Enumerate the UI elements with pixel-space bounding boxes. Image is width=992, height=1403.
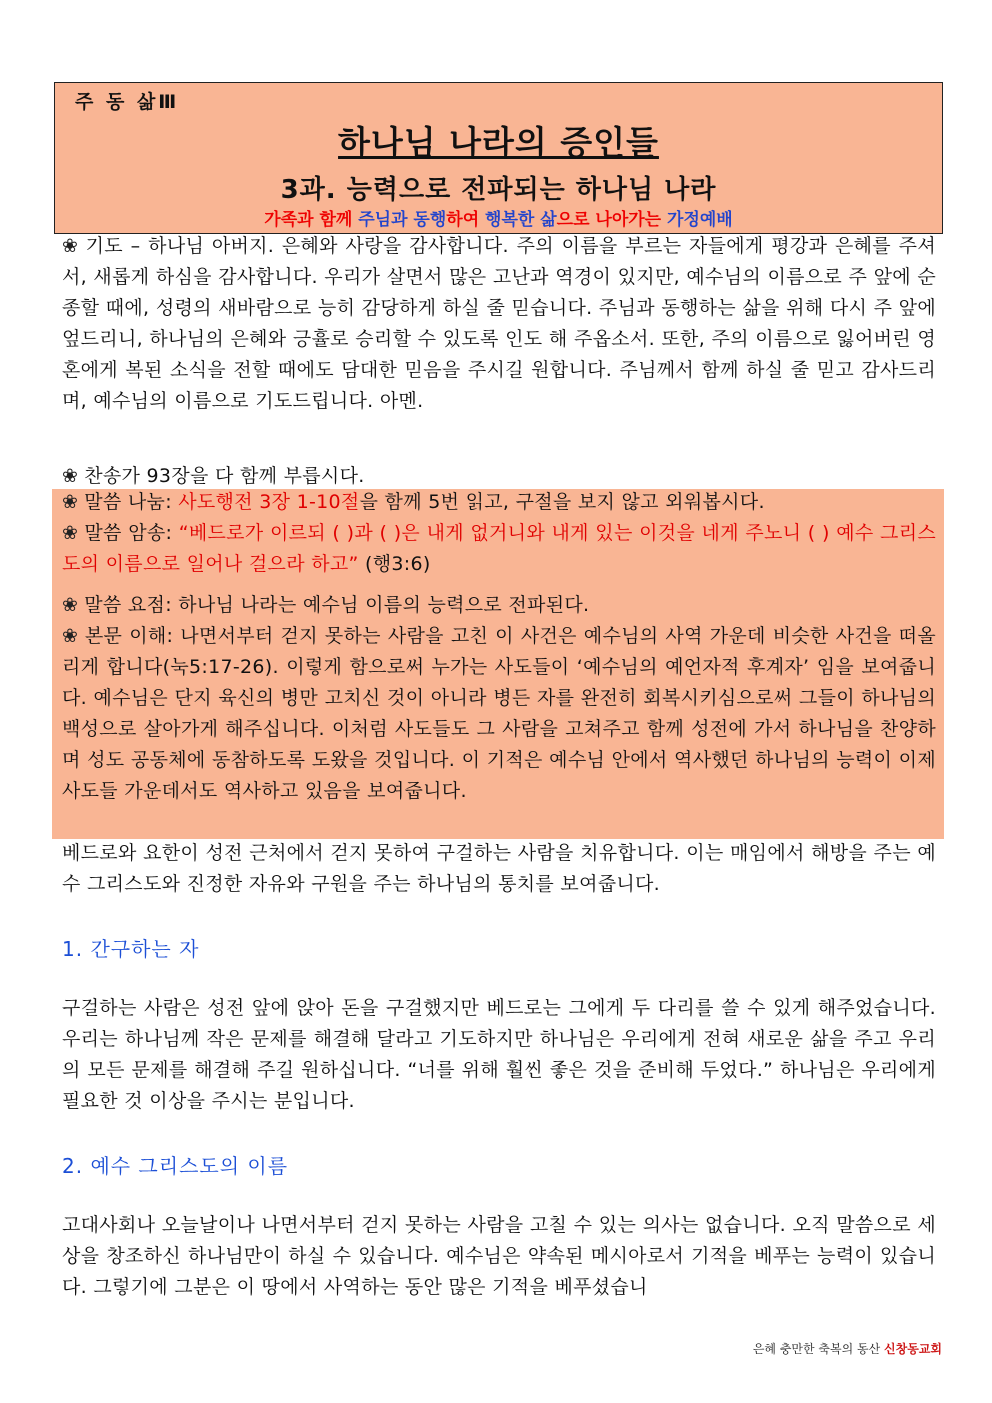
lesson-title: 3과. 능력으로 전파되는 하나님 나라: [280, 175, 717, 205]
page-title: 하나님 나라의 증인들: [338, 123, 659, 162]
intro-paragraph: 베드로와 요한이 성전 근처에서 걷지 못하여 구걸하는 사람을 치유합니다. 이는 매임에서 해방을 주는 예수 그리스도와 진정한 자유와 구원을 주는 하나님의 통치를 보여줍니다.: [62, 842, 936, 895]
body-paragraph-2: 고대사회나 오늘날이나 나면서부터 걷지 못하는 사람을 고칠 수 있는 의사는 없습니다. 오직 말씀으로 세상을 창조하신 하나님만이 하실 수 있습니다. 예수님은 약속된 메시아로서 기적을 베푸는 능력이 있습니다. 그렇기에 그분은 이 땅에서 사역하는 동안 많은 기적을 베푸셨습니: [62, 1214, 936, 1298]
tagline-part: 가정예배: [667, 210, 733, 230]
summary-text: 말씀 요점: 하나님 나라는 예수님 이름의 능력으로 전파된다.: [84, 594, 590, 616]
reading-line: [62, 487, 936, 518]
tagline-part: 하여: [446, 210, 486, 230]
reading-reference: 사도행전 3장 1-10절: [178, 491, 360, 513]
prayer-text: 기도 – 하나님 아버지. 은혜와 사랑을 감사합니다. 주의 이름을 부르는 자들에게 평강과 은혜를 주셔서, 새롭게 하심을 감사합니다. 우리가 살면서 많은 고난과 역경이 있지만, 예수님의 이름으로 주 앞에 순종할 때에, 성령의 새바람으로 능히 감당하게 하실 줄 믿습니다. 주님과 동행하는 삶을 위해 다시 주 앞에 엎드리니, 하나님의 은혜와 긍휼로 승리할 수 있도록 인도 해 주옵소서. 또한, 주의 이름으로 잃어버린 영혼에게 복된 소식을 전할 때에도 담대한 믿음을 주시길 원합니다. 주님께서 함께 하실 줄 믿고 감사드리며, 예수님의 이름으로 기도드립니다. 아멘.: [62, 235, 936, 412]
memory-reference: (행3:6): [365, 553, 431, 575]
tagline-part: 가족과 함께: [264, 210, 359, 230]
tagline-part: 행복한 삶: [485, 210, 557, 230]
tagline-part: 주님과 동행: [358, 210, 447, 230]
flower-icon: ❀: [62, 491, 79, 513]
flower-icon: ❀: [62, 522, 79, 544]
understanding-paragraph: [62, 621, 936, 807]
hymn-text: 찬송가 93장을 다 함께 부릅시다.: [84, 465, 365, 487]
body-paragraph-1: 구걸하는 사람은 성전 앞에 앉아 돈을 구걸했지만 베드로는 그에게 두 다리를 쓸 수 있게 해주었습니다. 우리는 하나님께 작은 문제를 해결해 달라고 기도하지만 하나님은 우리에게 전혀 새로운 삶을 주고 우리의 모든 문제를 해결해 주길 원하십니다. “너를 위해 훨씬 좋은 것을 준비해 두었다.” 하나님은 우리에게 필요한 것 이상을 주시는 분입니다.: [62, 997, 936, 1112]
title-box: [54, 82, 943, 234]
section-heading-1: 1. 간구하는 자: [62, 937, 200, 961]
tagline: [55, 205, 942, 230]
reading-prefix: 말씀 나눔:: [84, 491, 179, 513]
section-heading-2: 2. 예수 그리스도의 이름: [62, 1154, 289, 1178]
memory-verse: “베드로가 이르되 ( )과 ( )은 내게 없거니와 내게 있는 이것을 네게 주노니 ( ) 예수 그리스도의 이름으로 일어나 걸으라 하고”: [62, 522, 936, 575]
flower-icon: ❀: [62, 594, 79, 616]
footer: [753, 1340, 942, 1357]
memory-prefix: 말씀 암송:: [84, 522, 179, 544]
tagline-part: 으로 나아가는: [556, 210, 668, 230]
church-name: 신창동교회: [884, 1342, 942, 1356]
flower-icon: ❀: [62, 235, 80, 257]
footer-motto: 은혜 충만한 축복의 동산: [752, 1342, 885, 1356]
flower-icon: ❀: [62, 465, 79, 487]
memory-paragraph: [62, 518, 936, 580]
summary-line: [62, 590, 936, 621]
prayer-paragraph: [62, 231, 936, 417]
reading-suffix: 을 함께 5번 읽고, 구절을 보지 않고 외워봅시다.: [359, 491, 765, 513]
series-label: 주 동 삶Ⅲ: [75, 91, 180, 113]
understanding-text: 본문 이해: 나면서부터 걷지 못하는 사람을 고친 이 사건은 예수님의 사역 가운데 비슷한 사건을 떠올리게 합니다(눅5:17-26). 이렇게 함으로써 누가는 사도들이 ‘예수님의 예언자적 후계자’ 임을 보여줍니다. 예수님은 단지 육신의 병만 고치신 것이 아니라 병든 자를 완전히 회복시키심으로써 그들이 하나님의 백성으로 살아가게 해주십니다. 이처럼 사도들도 그 사람을 고쳐주고 함께 성전에 가서 하나님을 찬양하며 성도 공동체에 동참하도록 도왔을 것입니다. 이 기적은 예수님 안에서 역사했던 하나님의 능력이 이제 사도들 가운데서도 역사하고 있음을 보여줍니다.: [62, 625, 936, 802]
flower-icon: ❀: [62, 625, 79, 647]
